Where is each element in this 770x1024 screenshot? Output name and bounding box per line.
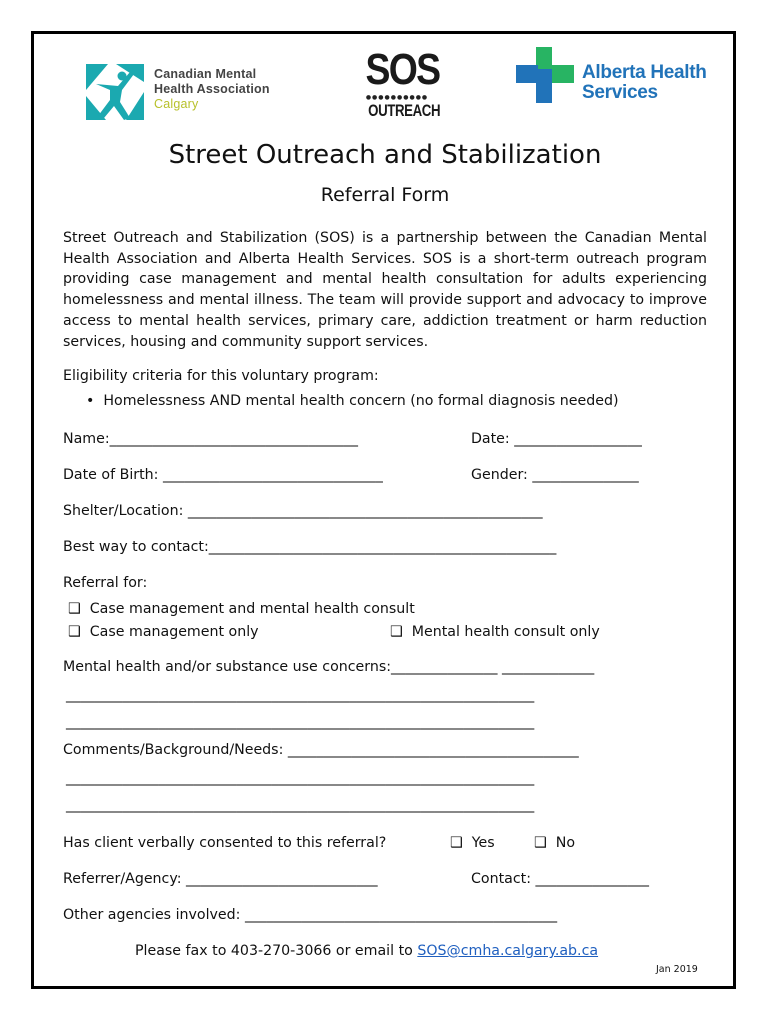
eligibility-bullet-text: Homelessness AND mental health concern (no formal diagnosis needed) — [103, 393, 619, 409]
dob-field[interactable]: Date of Birth: _______________________________ — [63, 467, 383, 483]
referrer-agency-field[interactable]: Referrer/Agency: ___________________________ — [63, 871, 378, 887]
form-subtitle: Referral Form — [320, 184, 450, 206]
checkbox-icon[interactable]: ❑ — [534, 835, 547, 851]
ahs-line2: Services — [582, 82, 658, 103]
cmha-line2: Health Association — [154, 82, 270, 96]
other-agencies-field[interactable]: Other agencies involved: ____________________________________________ — [63, 907, 558, 923]
consent-no-label: No — [555, 835, 576, 851]
cmha-logo — [86, 62, 286, 122]
sos-logo-big: SOS — [365, 45, 440, 94]
consent-yes-label: Yes — [471, 835, 495, 851]
comments-line-1[interactable]: __________________________________________________________________ — [66, 770, 535, 786]
comments-line-2[interactable]: __________________________________________________________________ — [66, 797, 535, 813]
sos-outreach-logo — [360, 45, 441, 128]
email-link[interactable]: SOS@cmha.calgary.ab.ca — [417, 943, 599, 959]
ahs-cross-icon — [516, 47, 578, 105]
date-field[interactable]: Date: __________________ — [471, 431, 642, 447]
checkbox-icon[interactable]: ❑ — [68, 624, 81, 640]
eligibility-bullet: • Homelessness AND mental health concern (no formal diagnosis needed) — [86, 393, 619, 409]
referrer-contact-field[interactable]: Contact: ________________ — [471, 871, 649, 887]
referral-option-both-label: Case management and mental health consult — [89, 601, 415, 617]
referral-option-case-management-label: Case management only — [89, 624, 259, 640]
concerns-line-1[interactable]: __________________________________________________________________ — [66, 687, 535, 703]
cmha-figure-icon — [86, 62, 146, 122]
consent-yes-option[interactable] — [450, 834, 495, 852]
referral-option-case-management[interactable] — [68, 623, 259, 641]
cmha-line3: Calgary — [154, 97, 199, 111]
checkbox-icon[interactable]: ❑ — [390, 624, 403, 640]
referral-option-mental-health[interactable] — [390, 623, 600, 641]
consent-no-option[interactable] — [534, 834, 575, 852]
ahs-logo — [516, 47, 716, 107]
sos-logo-small: OUTREACH — [368, 101, 441, 120]
sos-logo-dots: ●●●●●●●●●● — [365, 94, 429, 101]
ahs-line1: Alberta Health — [582, 62, 707, 83]
best-contact-field[interactable]: Best way to contact:_________________________________________________ — [63, 539, 557, 555]
referral-option-both[interactable] — [68, 600, 415, 618]
shelter-location-field[interactable]: Shelter/Location: __________________________________________________ — [63, 503, 543, 519]
referral-option-mental-health-label: Mental health consult only — [411, 624, 600, 640]
comments-field[interactable]: Comments/Background/Needs: _________________________________________ — [63, 742, 579, 758]
intro-paragraph: Street Outreach and Stabilization (SOS) is a partnership between the Canadian Mental Health Association and Alberta Health Services. SOS is a short-term outreach program providing case management and mental health consultation for adults experiencing homelessness and mental illness. The team will provide support and advocacy to improve access to mental health services, primary care, addiction treatment or harm reduction services, housing and community support services. — [63, 230, 707, 350]
cmha-line1: Canadian Mental — [154, 67, 257, 81]
name-field[interactable]: Name:___________________________________ — [63, 431, 358, 447]
footer-text: Please fax to 403-270-3066 or email to — [135, 943, 418, 959]
form-title: Street Outreach and Stabilization — [168, 140, 602, 170]
referral-heading: Referral for: — [63, 575, 148, 591]
gender-field[interactable]: Gender: _______________ — [471, 467, 639, 483]
concerns-line-2[interactable]: __________________________________________________________________ — [66, 714, 535, 730]
concerns-field[interactable]: Mental health and/or substance use concerns:_______________ _____________ — [63, 659, 595, 675]
footer-instructions — [135, 942, 598, 960]
checkbox-icon[interactable]: ❑ — [68, 601, 81, 617]
eligibility-heading: Eligibility criteria for this voluntary program: — [63, 368, 379, 384]
revision-date: Jan 2019 — [656, 964, 698, 975]
consent-question: Has client verbally consented to this referral? — [63, 835, 387, 851]
checkbox-icon[interactable]: ❑ — [450, 835, 463, 851]
